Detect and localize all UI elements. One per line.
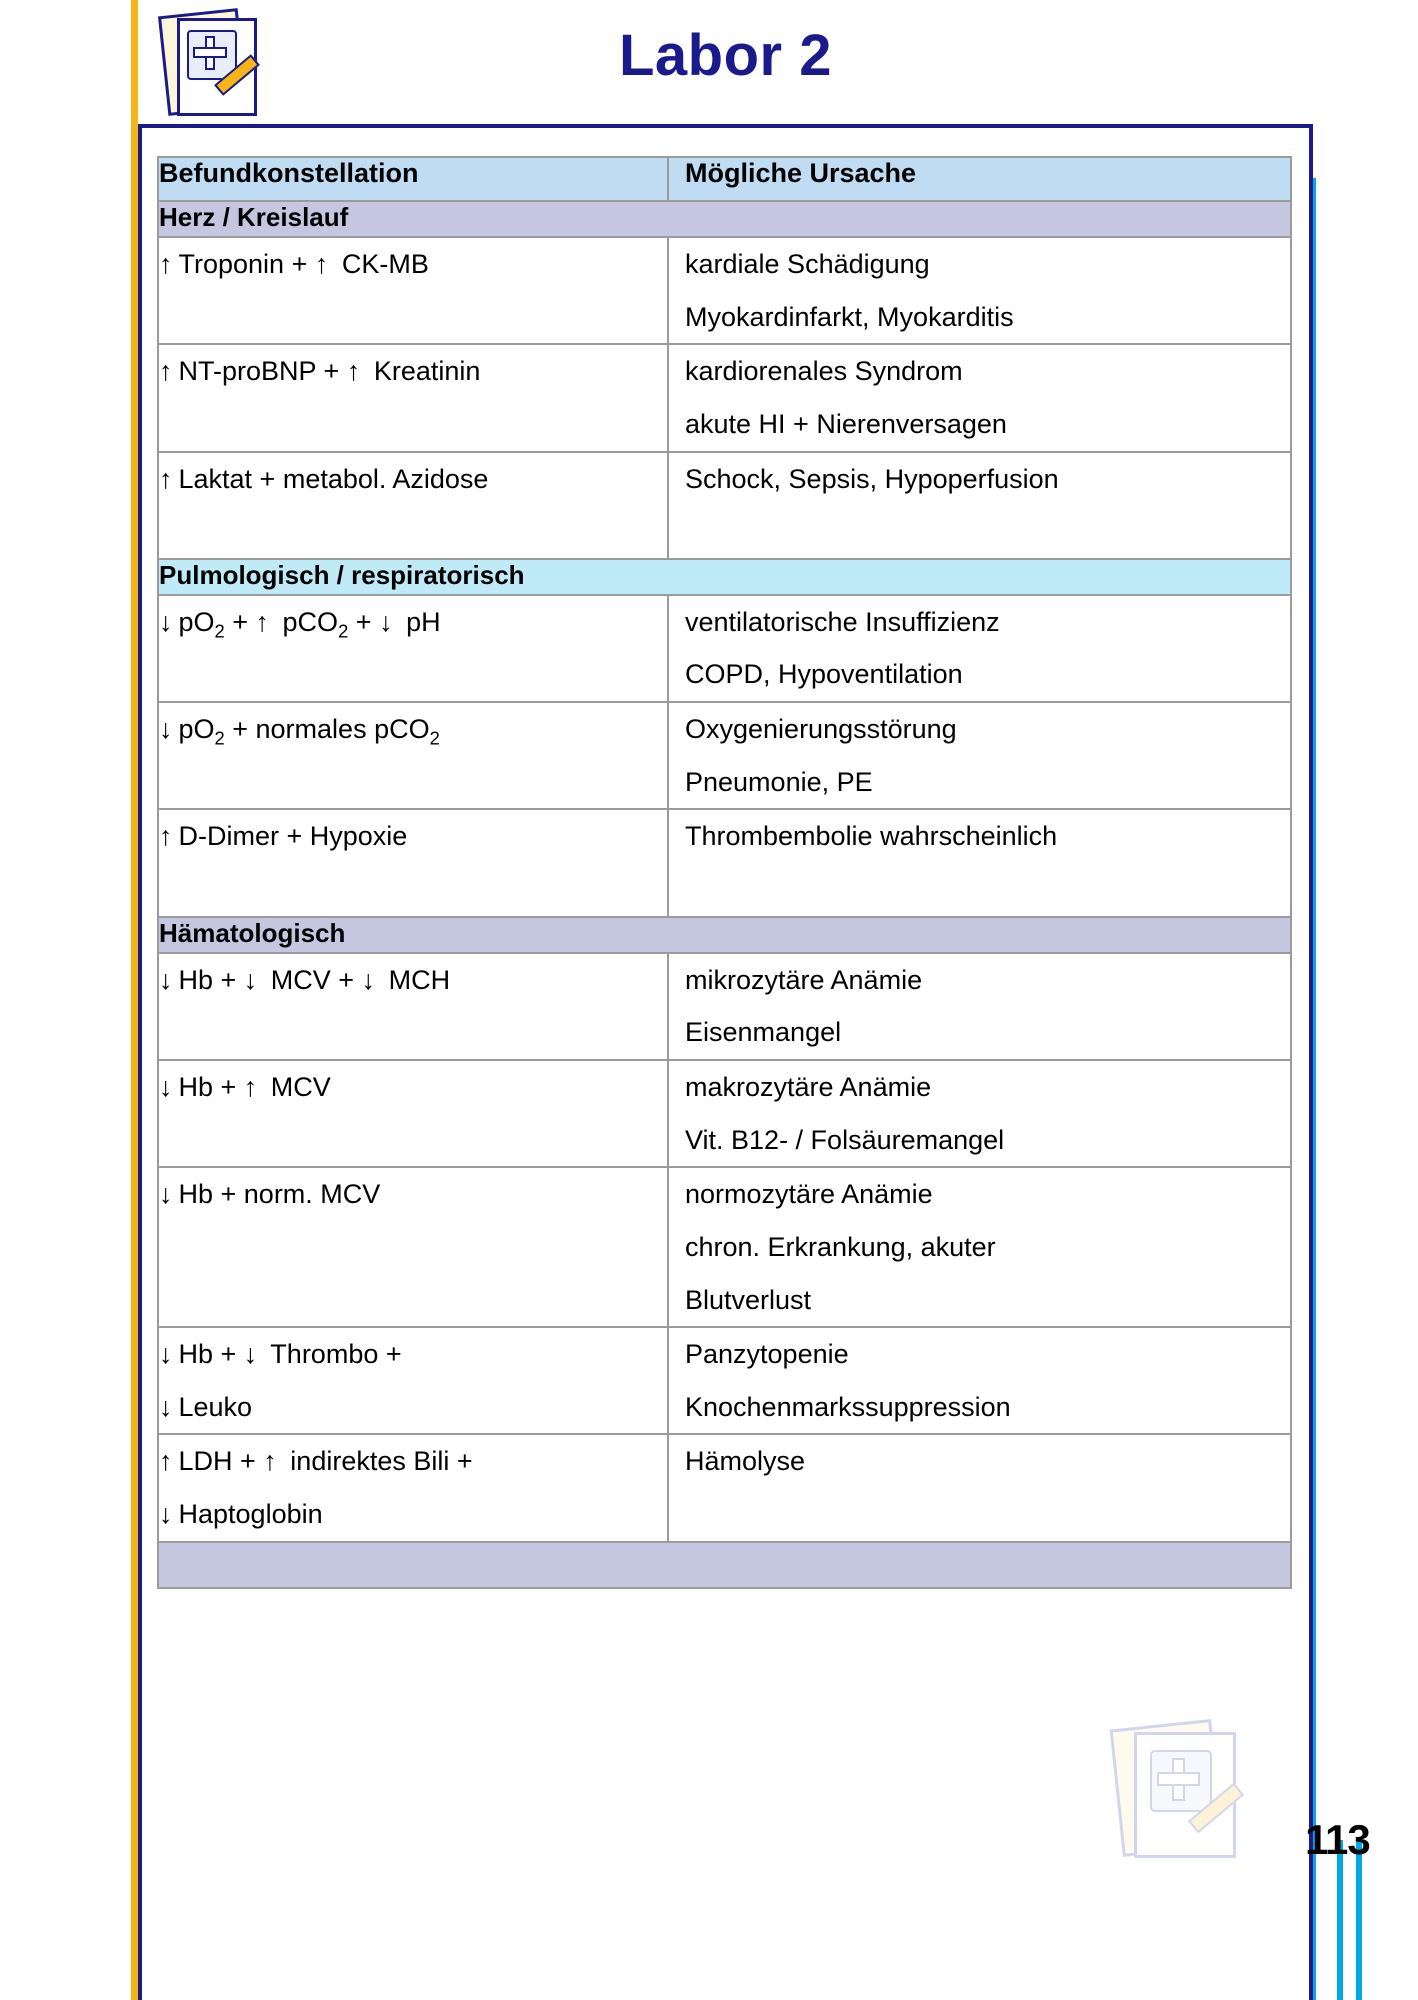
finding-cell [158,1060,668,1167]
cause-line: Vit. B12- / Folsäuremangel [685,1124,1005,1155]
finding-cell [158,809,668,916]
arrow-down-icon: ↓ [243,964,258,995]
finding-text: D-Dimer + Hypoxie [178,821,408,852]
cause-cell [668,595,1291,702]
arrow-up-icon: ↑ [159,249,173,279]
arrow-down-icon: ↓ [361,964,376,995]
finding-text: $pO_2$ + ↑ pCO$_2$ + ↓ pH [178,606,441,642]
finding-cell [158,595,668,702]
cause-line: makrozytäre Anämie [685,1071,932,1102]
section-label: Herz / Kreislauf [158,201,1291,237]
table-row [158,595,1291,702]
finding-text: Hb + ↓ Thrombo + [178,1339,402,1370]
labor-findings-table [157,156,1292,1589]
arrow-up-icon: ↑ [159,1446,173,1477]
table-section-header [158,559,1291,595]
finding-line [159,453,667,506]
cause-line [685,1488,1290,1541]
finding-line [159,1061,667,1114]
arrow-up-icon: ↑ [159,821,173,852]
cause-line: ventilatorische Insuffizienz [685,606,1000,637]
left-accent-bar [131,0,138,2000]
finding-line [159,810,667,863]
cause-line: Panzytopenie [685,1339,849,1370]
finding-cell [158,237,668,344]
cause-line: Oxygenierungsstörung [685,714,957,745]
arrow-down-icon: ↓ [159,1339,173,1370]
column-header-cause: Mögliche Ursache [668,157,1291,201]
cause-cell [668,702,1291,809]
arrow-down-icon: ↓ [159,606,173,637]
section-label: Hämatologisch [158,917,1291,953]
finding-cell [158,702,668,809]
table-row [158,809,1291,916]
footer-band-cell [158,1542,1291,1588]
finding-line [159,596,667,649]
table-header-row [158,157,1291,201]
labor-table-container [157,156,1290,1589]
section-label: Pulmologisch / respiratorisch [158,559,1291,595]
arrow-up-icon: ↑ [255,606,270,637]
cause-line: COPD, Hypoventilation [685,659,963,690]
table-row [158,237,1291,344]
arrow-up-icon: ↑ [159,356,173,387]
cause-line: Hämolyse [685,1446,806,1477]
arrow-down-icon: ↓ [243,1339,258,1370]
finding-line [159,1168,667,1221]
cause-line: Knochenmarkssuppression [685,1391,1011,1422]
finding-text: NT-proBNP + ↑ Kreatinin [178,356,481,387]
arrow-down-icon: ↓ [159,1071,173,1102]
column-header-finding: Befundkonstellation [158,157,668,201]
cause-cell [668,237,1291,344]
cause-cell [668,1060,1291,1167]
finding-text: Leuko [178,1391,253,1422]
cause-cell [668,452,1291,559]
arrow-down-icon: ↓ [159,1179,173,1210]
cause-line [685,863,1290,916]
cause-line: mikrozytäre Anämie [685,964,923,995]
cause-cell [668,809,1291,916]
cause-cell [668,1327,1291,1434]
table-row [158,344,1291,451]
finding-cell [158,1434,668,1541]
finding-line [159,238,667,291]
table-row [158,953,1291,1060]
table-row [158,452,1291,559]
table-row [158,1167,1291,1327]
cause-line: kardiale Schädigung [685,249,930,279]
finding-line [159,345,667,398]
finding-text: Hb + norm. MCV [178,1179,381,1210]
finding-cell [158,452,668,559]
page-header [138,0,1313,124]
cause-line: Thrombembolie wahrscheinlich [685,821,1058,852]
arrow-up-icon: ↑ [263,1446,277,1477]
cause-cell [668,1434,1291,1541]
cause-line: normozytäre Anämie [685,1179,933,1210]
finding-line [159,1381,667,1434]
arrow-down-icon: ↓ [159,964,173,995]
arrow-up-icon: ↑ [346,356,361,387]
finding-line [159,1328,667,1381]
table-footer-band [158,1542,1291,1588]
right-accent-bar-2 [1337,1840,1343,2000]
cause-line: akute HI + Nierenversagen [685,408,1007,439]
arrow-down-icon: ↓ [159,1391,173,1422]
arrow-up-icon: ↑ [314,249,329,279]
cause-cell [668,1167,1291,1327]
finding-text: Troponin + ↑ CK-MB [178,249,429,279]
arrow-down-icon: ↓ [159,714,173,745]
table-row [158,1327,1291,1434]
table-section-header [158,917,1291,953]
table-row [158,1434,1291,1541]
cause-cell [668,344,1291,451]
finding-text: Laktat + metabol. Azidose [178,463,489,494]
table-section-header [158,201,1291,237]
finding-text: Hb + ↓ MCV + ↓ MCH [178,964,451,995]
arrow-down-icon: ↓ [379,606,393,637]
finding-line [159,954,667,1007]
table-row [158,1060,1291,1167]
cause-line: Eisenmangel [685,1017,842,1048]
finding-line [159,1488,667,1541]
cause-cell [668,953,1291,1060]
right-accent-bar-3 [1356,1840,1362,2000]
cause-line [685,505,1290,558]
cause-line: kardiorenales Syndrom [685,356,963,387]
finding-text: Haptoglobin [178,1499,323,1530]
page-number: 113 [1305,1816,1370,1863]
finding-cell [158,1327,668,1434]
finding-text: $pO_2$ + normales pCO$_2$ [178,714,440,749]
cause-line: Schock, Sepsis, Hypoperfusion [685,463,1059,494]
arrow-up-icon: ↑ [159,463,173,494]
finding-text: Hb + ↑ MCV [178,1071,331,1102]
cause-line: Pneumonie, PE [685,766,873,797]
finding-line [159,1435,667,1488]
arrow-down-icon: ↓ [159,1499,173,1530]
cause-line: Blutverlust [685,1284,812,1315]
finding-cell [158,1167,668,1327]
cause-line: Myokardinfarkt, Myokarditis [685,301,1014,332]
finding-cell [158,953,668,1060]
page-title: Labor 2 [619,23,832,88]
finding-line [159,703,667,756]
arrow-up-icon: ↑ [243,1071,258,1102]
table-row [158,702,1291,809]
medical-clipboard-cross-watermark-icon [1110,1720,1250,1870]
finding-text: LDH + ↑ indirektes Bili + [178,1446,473,1477]
cause-line: chron. Erkrankung, akuter [685,1231,996,1262]
finding-cell [158,344,668,451]
